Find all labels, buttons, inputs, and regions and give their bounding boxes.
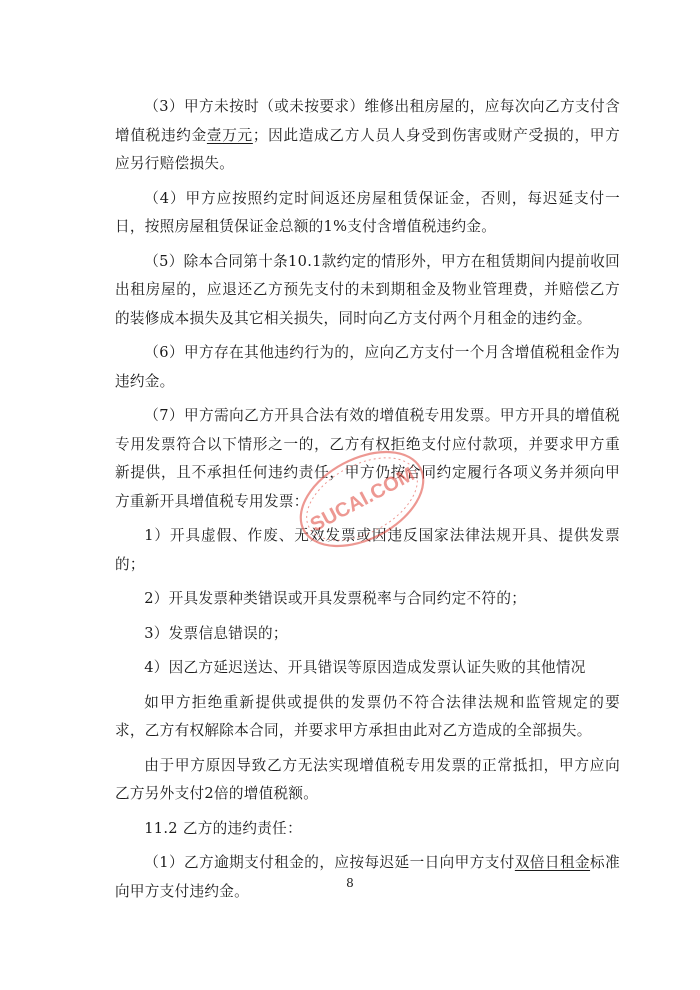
text-run: （7）甲方需向乙方开具合法有效的增值税专用发票。甲方开具的增值税专用发票符合以下情形之一的，乙方有权拒绝支付应付款项，并要求甲方重新提供，且不承担任何违约责任，甲方仍按合同约定履行各项义务并须向甲方重新开具增值税专用发票： — [115, 407, 620, 510]
underlined-term: 壹万元 — [206, 126, 253, 144]
text-run: （4）甲方应按照约定时间返还房屋租赁保证金，否则，每迟延支付一日，按照房屋租赁保证金总额的1%支付含增值税违约金。 — [115, 189, 620, 235]
paragraph — [115, 815, 620, 844]
text-run: （3）甲方未按时（或未按要求）维修出租房屋的，应每次向乙方支付含增值税违约金 — [115, 98, 620, 144]
paragraph — [115, 185, 620, 242]
paragraph — [115, 654, 620, 683]
text-run: 1）开具虚假、作废、无效发票或因违反国家法律法规开具、提供发票的； — [115, 527, 620, 573]
paragraph — [115, 689, 620, 746]
text-run: 2）开具发票种类错误或开具发票税率与合同约定不符的； — [144, 590, 527, 607]
text-run: （6）甲方存在其他违约行为的，应向乙方支付一个月含增值税租金作为违约金。 — [115, 344, 620, 390]
watermark-stamp — [287, 440, 437, 558]
underlined-term: 双倍日租金 — [514, 854, 591, 871]
paragraph — [115, 620, 620, 649]
text-run: （1）乙方逾期支付租金的，应按每迟延一日向甲方支付 — [144, 854, 515, 871]
text-run: 如甲方拒绝重新提供或提供的发票仍不符合法律法规和监管规定的要求，乙方有权解除本合同，并要求甲方承担由此对乙方造成的全部损失。 — [115, 693, 620, 739]
text-run: ；因此造成乙方人员人身受到伤害或财产受损的，甲方应另行赔偿损失。 — [115, 126, 621, 172]
text-run: （5）除本合同第十条10.1款约定的情形外，甲方在租赁期间内提前收回出租房屋的，应退还乙方预先支付的未到期租金及物业管理费，并赔偿乙方的装修成本损失及其它相关损失，同时向乙方支付两个月租金的违约金。 — [115, 252, 620, 327]
watermark-text: SUCAI.COM — [306, 463, 419, 537]
paragraph — [115, 339, 620, 396]
text-run: 4）因乙方延迟送达、开具错误等原因造成发票认证失败的其他情况 — [144, 659, 586, 676]
paragraph — [115, 248, 620, 334]
text-run: 3）发票信息错误的； — [144, 624, 288, 642]
page-number: 8 — [346, 876, 354, 890]
paragraph — [115, 752, 620, 809]
text-run: 由于甲方原因导致乙方无法实现增值税专用发票的正常抵扣，甲方应向乙方另外支付2倍的增值税额。 — [115, 756, 620, 802]
paragraph — [115, 93, 620, 179]
paragraph — [115, 585, 620, 614]
text-run: 11.2 乙方的违约责任： — [144, 819, 302, 837]
text-run: 标准向甲方支付违约金。 — [115, 854, 620, 900]
